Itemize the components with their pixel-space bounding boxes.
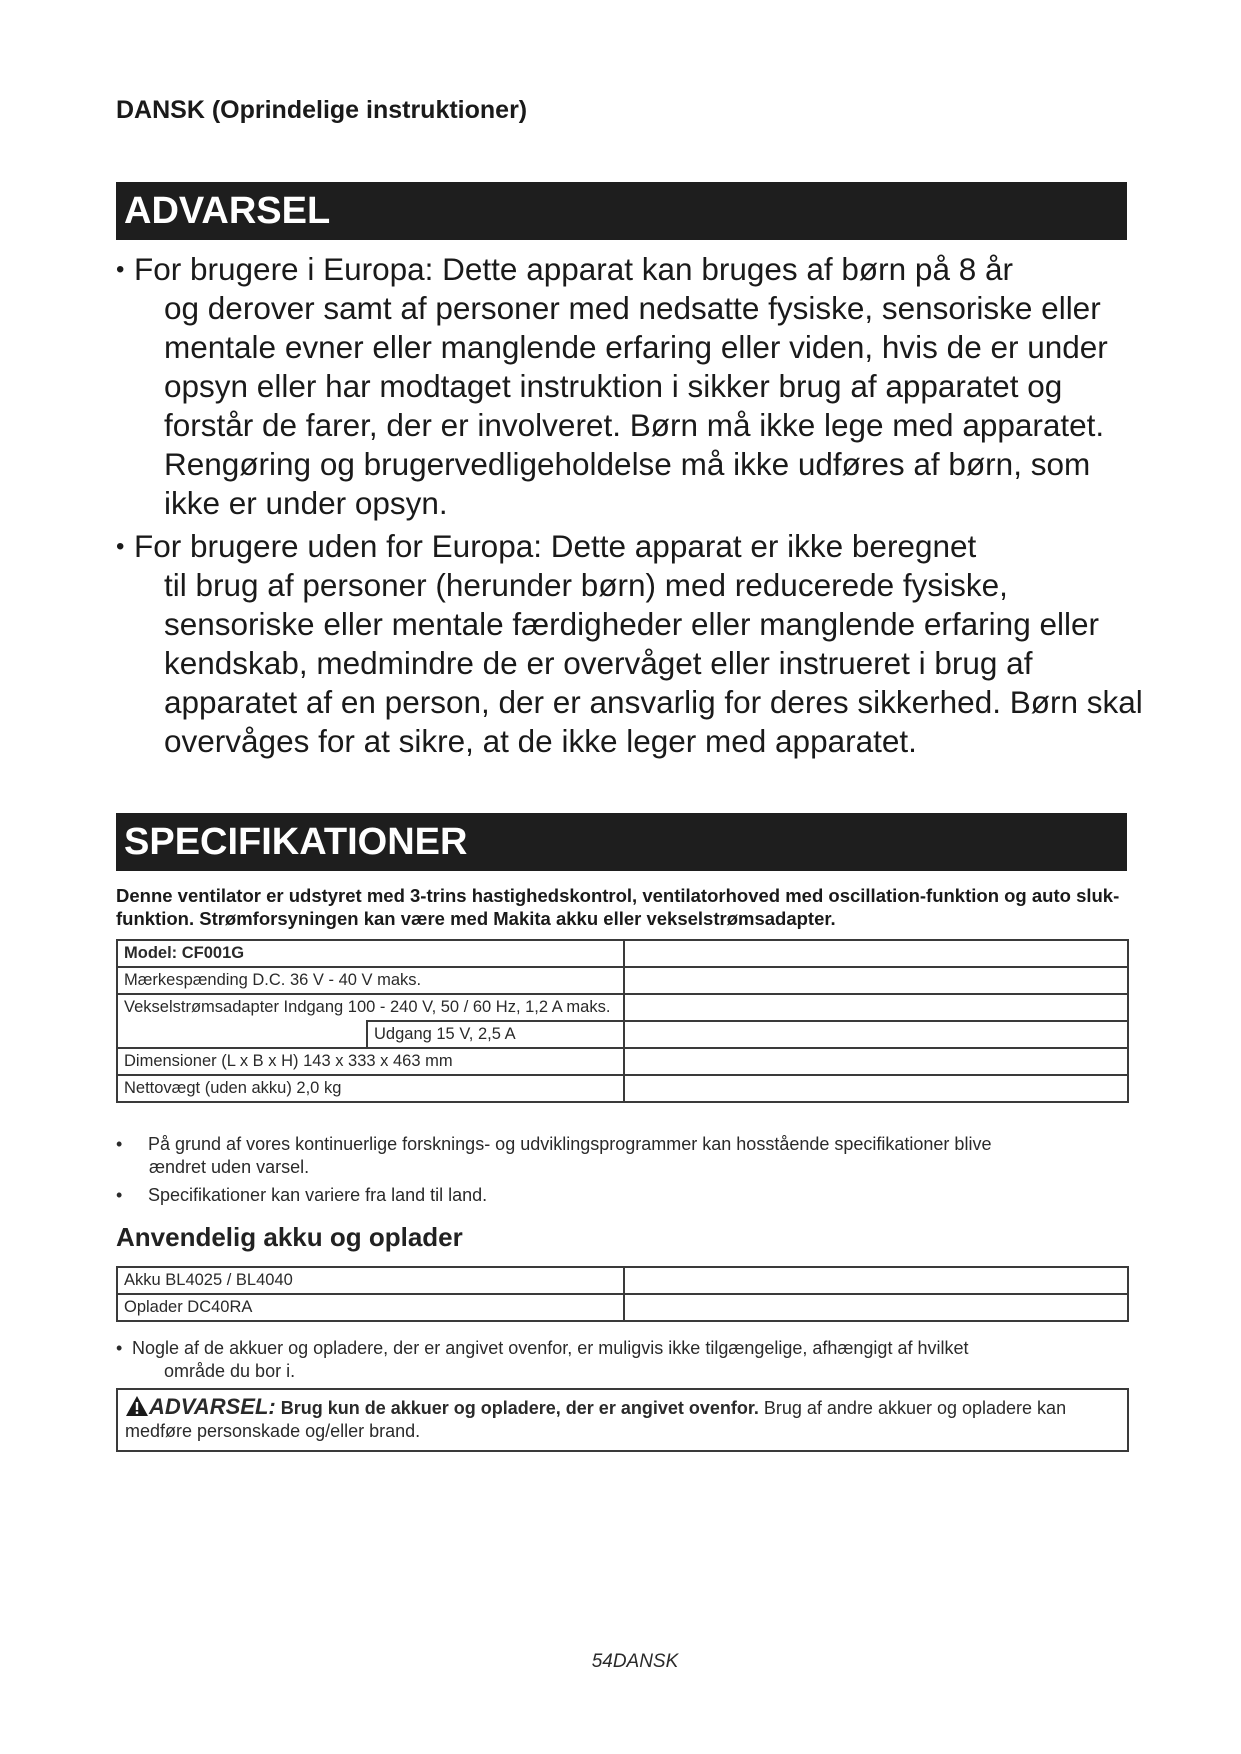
list-item: [116, 1184, 1126, 1207]
page-footer: 54DANSK: [591, 1651, 679, 1672]
battery-note: [116, 1337, 1126, 1383]
warning-item-europe: [116, 250, 1146, 523]
warning-list: [116, 250, 1146, 761]
section-heading-specifikationer: SPECIFIKATIONER: [116, 813, 1127, 871]
warning-item-first-line: For brugere i Europa: Dette apparat kan bruges af børn på 8 år: [134, 251, 1014, 287]
table-cell-charger: Oplader DC40RA: [117, 1294, 624, 1321]
battery-heading: Anvendelig akku og oplader: [116, 1222, 463, 1252]
bullet: •: [116, 1134, 123, 1154]
table-row: [117, 1021, 1128, 1048]
table-cell-battery: Akku BL4025 / BL4040: [117, 1267, 624, 1294]
warning-triangle-icon: [125, 1395, 149, 1417]
page-title: DANSK (Oprindelige instruktioner): [116, 96, 528, 124]
battery-note-text: Nogle af de akkuer og opladere, der er angivet ovenfor, er muligvis ikke tilgængelige, afhængigt af hvilket: [132, 1338, 969, 1358]
warning-label: ADVARSEL:: [149, 1394, 276, 1419]
table-cell-dimensions: Dimensioner (L x B x H) 143 x 333 x 463 mm: [117, 1048, 624, 1075]
table-row: [117, 1075, 1128, 1102]
table-cell-empty: [624, 940, 1128, 967]
section-heading-advarsel: ADVARSEL: [116, 182, 1127, 240]
table-cell-rated-voltage: Mærkespænding D.C. 36 V - 40 V maks.: [117, 967, 624, 994]
table-row: [117, 1048, 1128, 1075]
table-cell-empty: [117, 1021, 367, 1048]
table-cell-empty: [624, 1075, 1128, 1102]
table-cell-model: [117, 940, 624, 967]
warning-item-body: til brug af personer (herunder børn) med reducerede fysiske, sensoriske eller mentale færdigheder eller manglende erfaring eller kendskab, medmindre de er overvåget eller instrueret i brug af apparatet af en person, der er ansvarlig for deres sikkerhed. Børn skal overvåges for at sikre, at de ikke leger med apparatet.: [164, 567, 1143, 759]
table-row: [117, 967, 1128, 994]
list-item: [116, 1133, 1126, 1179]
table-cell-empty: [624, 994, 1128, 1021]
table-cell-net-weight: Nettovægt (uden akku) 2,0 kg: [117, 1075, 624, 1102]
table-row: [117, 1267, 1128, 1294]
spec-notes: [116, 1133, 1126, 1207]
warning-item-body: og derover samt af personer med nedsatte fysiske, sensoriske eller mentale evner eller manglende erfaring eller viden, hvis de er under opsyn eller har modtaget instruktion i sikker brug af apparatet og forstår de farer, der er involveret. Børn må ikke lege med apparatet. Rengøring og brugervedligeholdelse må ikke udføres af børn, som ikke er under opsyn.: [164, 290, 1108, 521]
spec-intro: Denne ventilator er udstyret med 3-trins hastighedskontrol, ventilatorhoved med oscillation-funktion og auto sluk-funktion. Strømforsyningen kan være med Makita akku eller vekselstrømsadapter.: [116, 885, 1120, 929]
table-row: [117, 940, 1128, 967]
bullet: •: [116, 256, 125, 283]
battery-note-text-continued: område du bor i.: [164, 1361, 296, 1381]
warning-bold-text: Brug kun de akkuer og opladere, der er angivet ovenfor.: [280, 1398, 759, 1418]
warning-item-outside-europe: [116, 527, 1146, 761]
warning-text: Brug af andre akkuer og opladere kan medføre personskade og/eller brand.: [125, 1398, 1067, 1441]
warning-item-first-line: For brugere uden for Europa: Dette apparat er ikke beregnet: [134, 528, 977, 564]
battery-table: [116, 1266, 1129, 1322]
model-value: CF001G: [181, 944, 245, 962]
bullet: •: [116, 1338, 123, 1358]
note-text: På grund af vores kontinuerlige forsknings- og udviklingsprogrammer kan hosstående specifikationer blive: [148, 1134, 992, 1154]
table-cell-empty: [624, 1267, 1128, 1294]
spec-table: [116, 939, 1129, 1103]
bullet: •: [116, 1185, 123, 1205]
note-text-continued: ændret uden varsel.: [149, 1157, 310, 1177]
model-label: Model:: [124, 944, 178, 962]
table-cell-empty: [624, 1048, 1128, 1075]
table-cell-empty: [624, 967, 1128, 994]
table-cell-empty: [624, 1021, 1128, 1048]
table-cell-adapter-input: Vekselstrømsadapter Indgang 100 - 240 V, 50 / 60 Hz, 1,2 A maks.: [117, 994, 624, 1021]
table-row: [117, 1294, 1128, 1321]
table-cell-empty: [624, 1294, 1128, 1321]
table-row: [117, 994, 1128, 1021]
table-cell-adapter-output: Udgang 15 V, 2,5 A: [367, 1021, 624, 1048]
note-text: Specifikationer kan variere fra land til land.: [148, 1185, 488, 1205]
bullet: •: [116, 533, 125, 560]
battery-warning-box: [116, 1388, 1129, 1452]
